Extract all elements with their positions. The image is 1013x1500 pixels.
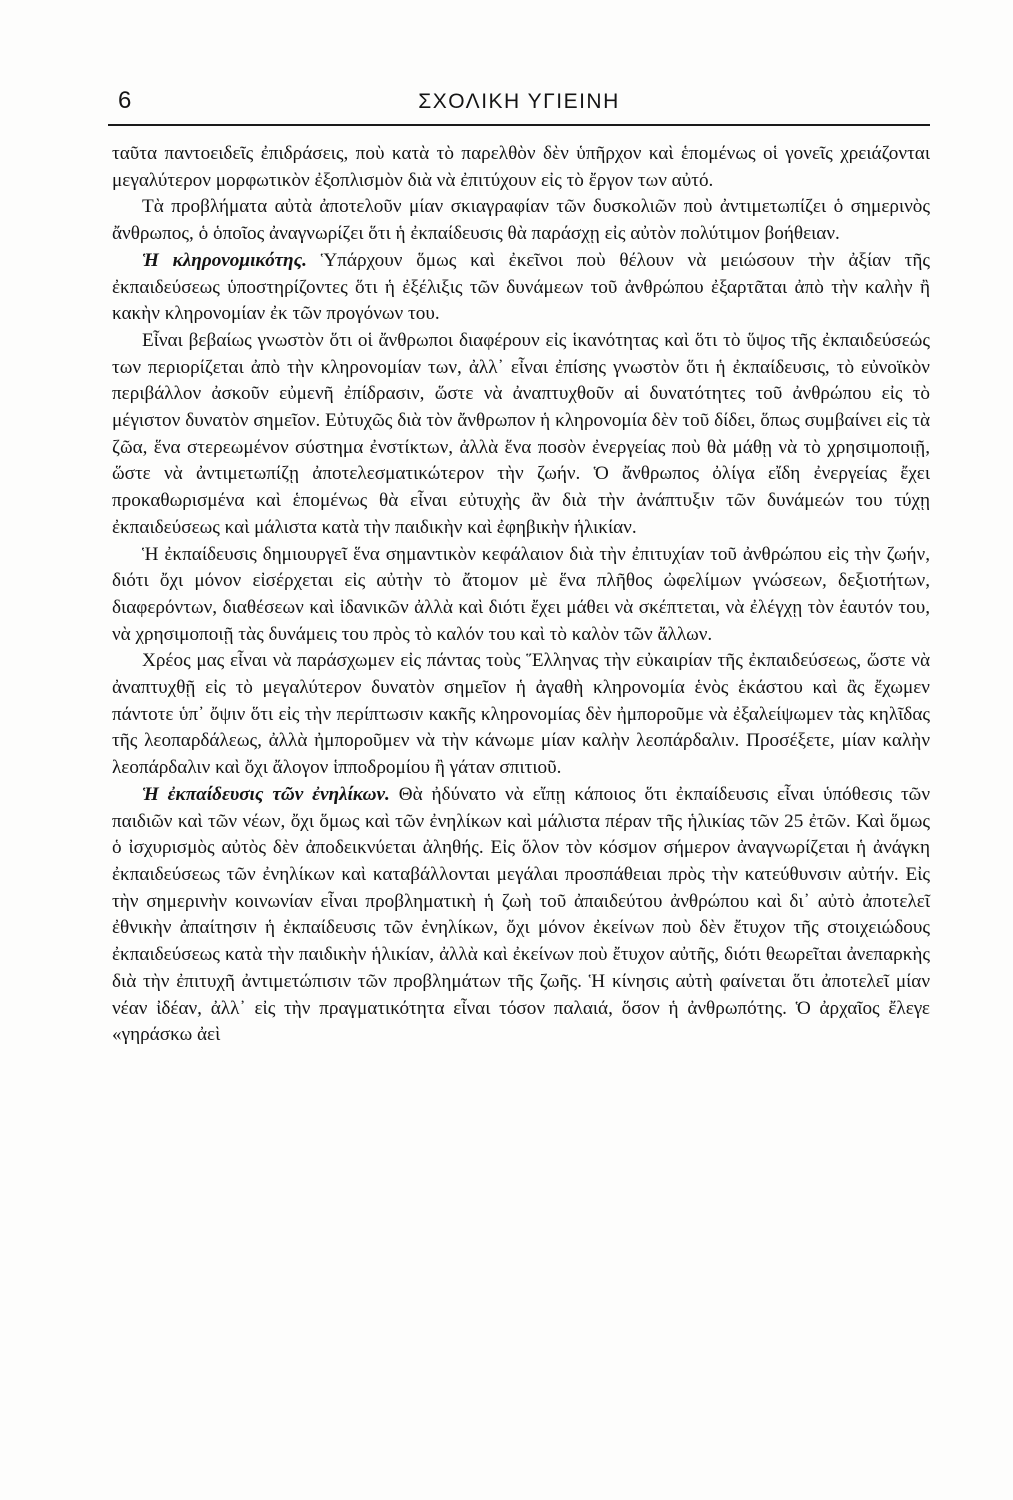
paragraph-text: Χρέος μας εἶναι νὰ παράσχωμεν εἰς πάντας τοὺς Ἕλληνας τὴν εὐκαιρίαν τῆς ἐκπαιδεύσεως, ὥστε νὰ ἀναπτυχθῇ εἰς τὸ μεγαλύτερον δυνατὸν σημεῖον ἡ ἀγαθὴ κληρονομία ἑνὸς ἑκάστου καὶ ἂς ἔχωμεν πάντοτε ὑπ᾽ ὄψιν ὅτι εἰς τὴν περίπτωσιν κακῆς κληρονομίας δὲν ἠμποροῦμε νὰ ἐξαλείψωμεν τὰς κηλῖδας τῆς λεοπαρδάλεως, ἀλλὰ ἠμποροῦμεν νὰ τὴν κάνωμε μίαν καλὴν λεοπάρδαλιν. Προσέξετε, μίαν καλὴν λεοπάρδαλιν καὶ ὄχι ἄλογον ἱπποδρομίου ἢ γάταν σπιτιοῦ. <box>112 650 930 779</box>
paragraph <box>112 782 930 1049</box>
section-heading-adult-education: Ἡ ἐκπαίδευσις τῶν ἐνηλίκων. <box>142 783 390 805</box>
paragraph <box>112 648 930 782</box>
body-text <box>112 141 930 1049</box>
paragraph-text: Θὰ ἠδύνατο νὰ εἴπῃ κάποιος ὅτι ἐκπαίδευσις εἶναι ὑπόθεσις τῶν παιδιῶν καὶ τῶν νέων, ὄχι ὅμως καὶ τῶν ἐνηλίκων καὶ μάλιστα πέραν τῆς ἡλικίας τῶν 25 ἐτῶν. Καὶ ὅμως ὁ ἰσχυρισμὸς αὐτὸς δὲν ἀποδεικνύεται ἀληθής. Εἰς ὅλον τὸν κόσμον σήμερον ἀναγνωρίζεται ἡ ἀνάγκη ἐκπαιδεύσεως τῶν ἐνηλίκων καὶ καταβάλλονται μεγάλαι προσπάθειαι πρὸς τὴν κατεύθυνσιν αὐτήν. Εἰς τὴν σημερινὴν κοινωνίαν εἶναι προβληματικὴ ἡ ζωὴ τοῦ ἀπαιδεύτου ἀνθρώπου καὶ δι᾽ αὐτὸ ἀποτελεῖ ἐθνικὴν ἀπαίτησιν ἡ ἐκπαίδευσις τῶν ἐνηλίκων, ὄχι μόνον ἐκείνων ποὺ δὲν ἔτυχον τῆς στοιχειώδους ἐκπαιδεύσεως κατὰ τὴν παιδικὴν ἡλικίαν, ἀλλὰ καὶ ἐκείνων ποὺ ἔτυχον αὐτῆς, διότι θεωρεῖται ἀνεπαρκὴς διὰ τὴν ἐπιτυχῆ ἀντιμετώπισιν τῶν προβλημάτων τῆς ζωῆς. Ἡ κίνησις αὐτὴ φαίνεται ὅτι ἀποτελεῖ μίαν νέαν ἰδέαν, ἀλλ᾽ εἰς τὴν πραγματικότητα εἶναι τόσον παλαιά, ὅσον ἡ ἀνθρωπότης. Ὁ ἀρχαῖος ἔλεγε «γηράσκω ἀεὶ <box>112 783 930 1046</box>
paragraph-text: Εἶναι βεβαίως γνωστὸν ὅτι οἱ ἄνθρωποι διαφέρουν εἰς ἱκανότητας καὶ ὅτι τὸ ὕψος τῆς ἐκπαιδεύσεώς των περιορίζεται ἀπὸ τὴν κληρονομίαν των, ἀλλ᾽ εἶναι ἐπίσης γνωστὸν ὅτι ἡ ἐκπαίδευσις, τὸ εὐνοϊκὸν περιβάλλον ἀσκοῦν εὐμενῆ ἐπίδρασιν, ὥστε νὰ ἀναπτυχθοῦν αἱ δυνατότητες τοῦ ἀνθρώπου εἰς τὸ μέγιστον δυνατὸν σημεῖον. Εὐτυχῶς διὰ τὸν ἄνθρωπον ἡ κληρονομία δὲν τοῦ δίδει, ὅπως συμβαίνει εἰς τὰ ζῶα, ἕνα στερεωμένον σύστημα ἐνστίκτων, ἀλλὰ ἕνα ποσὸν ἐνεργείας ποὺ θὰ μάθῃ νὰ τὸ χρησιμοποιῇ, ὥστε νὰ ἀντιμετωπίζῃ ἀποτελεσματικώτερον τὴν ζωήν. Ὁ ἄνθρωπος ὀλίγα εἴδη ἐνεργείας ἔχει προκαθωρισμένα καὶ ἑπομένως θὰ εἶναι εὐτυχὴς ἂν διὰ τὴν ἀνάπτυξιν τῶν δυνάμεών του τύχῃ ἐκπαιδεύσεως καὶ μάλιστα κατὰ τὴν παιδικὴν καὶ ἐφηβικὴν ἡλικίαν. <box>112 329 930 538</box>
paragraph <box>112 194 930 247</box>
paragraph-text: Ὑπάρχουν ὅμως καὶ ἐκεῖνοι ποὺ θέλουν νὰ μειώσουν τὴν ἀξίαν τῆς ἐκπαιδεύσεως ὑποστηρίζοντες ὅτι ἡ ἐξέλιξις τῶν δυνάμεων τοῦ ἀνθρώπου ἐξαρτᾶται ἀπὸ τὴν καλὴν ἢ κακὴν κληρονομίαν ἐκ τῶν προγόνων του. <box>112 249 930 325</box>
paragraph-text: ταῦτα παντοειδεῖς ἐπιδράσεις, ποὺ κατὰ τὸ παρελθὸν δὲν ὑπῆρχον καὶ ἑπομένως οἱ γονεῖς χρειάζονται μεγαλύτερον μορφωτικὸν ἐξοπλισμὸν διὰ νὰ ἐπιτύχουν εἰς τὸ ἔργον των αὐτό. <box>112 143 930 191</box>
header-rule <box>108 124 930 126</box>
paragraph-text: Ἡ ἐκπαίδευσις δημιουργεῖ ἕνα σημαντικὸν κεφάλαιον διὰ τὴν ἐπιτυχίαν τοῦ ἀνθρώπου εἰς τὴν ζωήν, διότι ὄχι μόνον εἰσέρχεται εἰς αὐτὴν τὸ ἄτομον μὲ ἕνα πλῆθος ὠφελίμων γνώσεων, δεξιοτήτων, διαφερόντων, διαθέσεων καὶ ἰδανικῶν ἀλλὰ καὶ διότι ἔχει μάθει νὰ σκέπτεται, νὰ ἐλέγχῃ τὸν ἑαυτόν του, νὰ χρησιμοποιῇ τὰς δυνάμεις του πρὸς τὸ καλόν του καὶ τὸ καλὸν τῶν ἄλλων. <box>112 543 930 645</box>
paragraph <box>112 542 930 649</box>
page-header <box>108 86 930 120</box>
section-heading-heredity: Ἡ κληρονομικότης. <box>142 249 307 271</box>
running-title: ΣΧΟΛΙΚΗ ΥΓΙΕΙΝΗ <box>418 90 620 113</box>
paragraph <box>112 328 930 542</box>
paragraph <box>112 248 930 328</box>
paragraph <box>112 141 930 194</box>
page-number: 6 <box>118 87 132 114</box>
paragraph-text: Τὰ προβλήματα αὐτὰ ἀποτελοῦν μίαν σκιαγραφίαν τῶν δυσκολιῶν ποὺ ἀντιμετωπίζει ὁ σημερινὸς ἄνθρωπος, ὁ ὁποῖος ἀναγνωρίζει ὅτι ἡ ἐκπαίδευσις θὰ παράσχῃ εἰς αὐτὸν πολύτιμον βοήθειαν. <box>112 196 930 245</box>
